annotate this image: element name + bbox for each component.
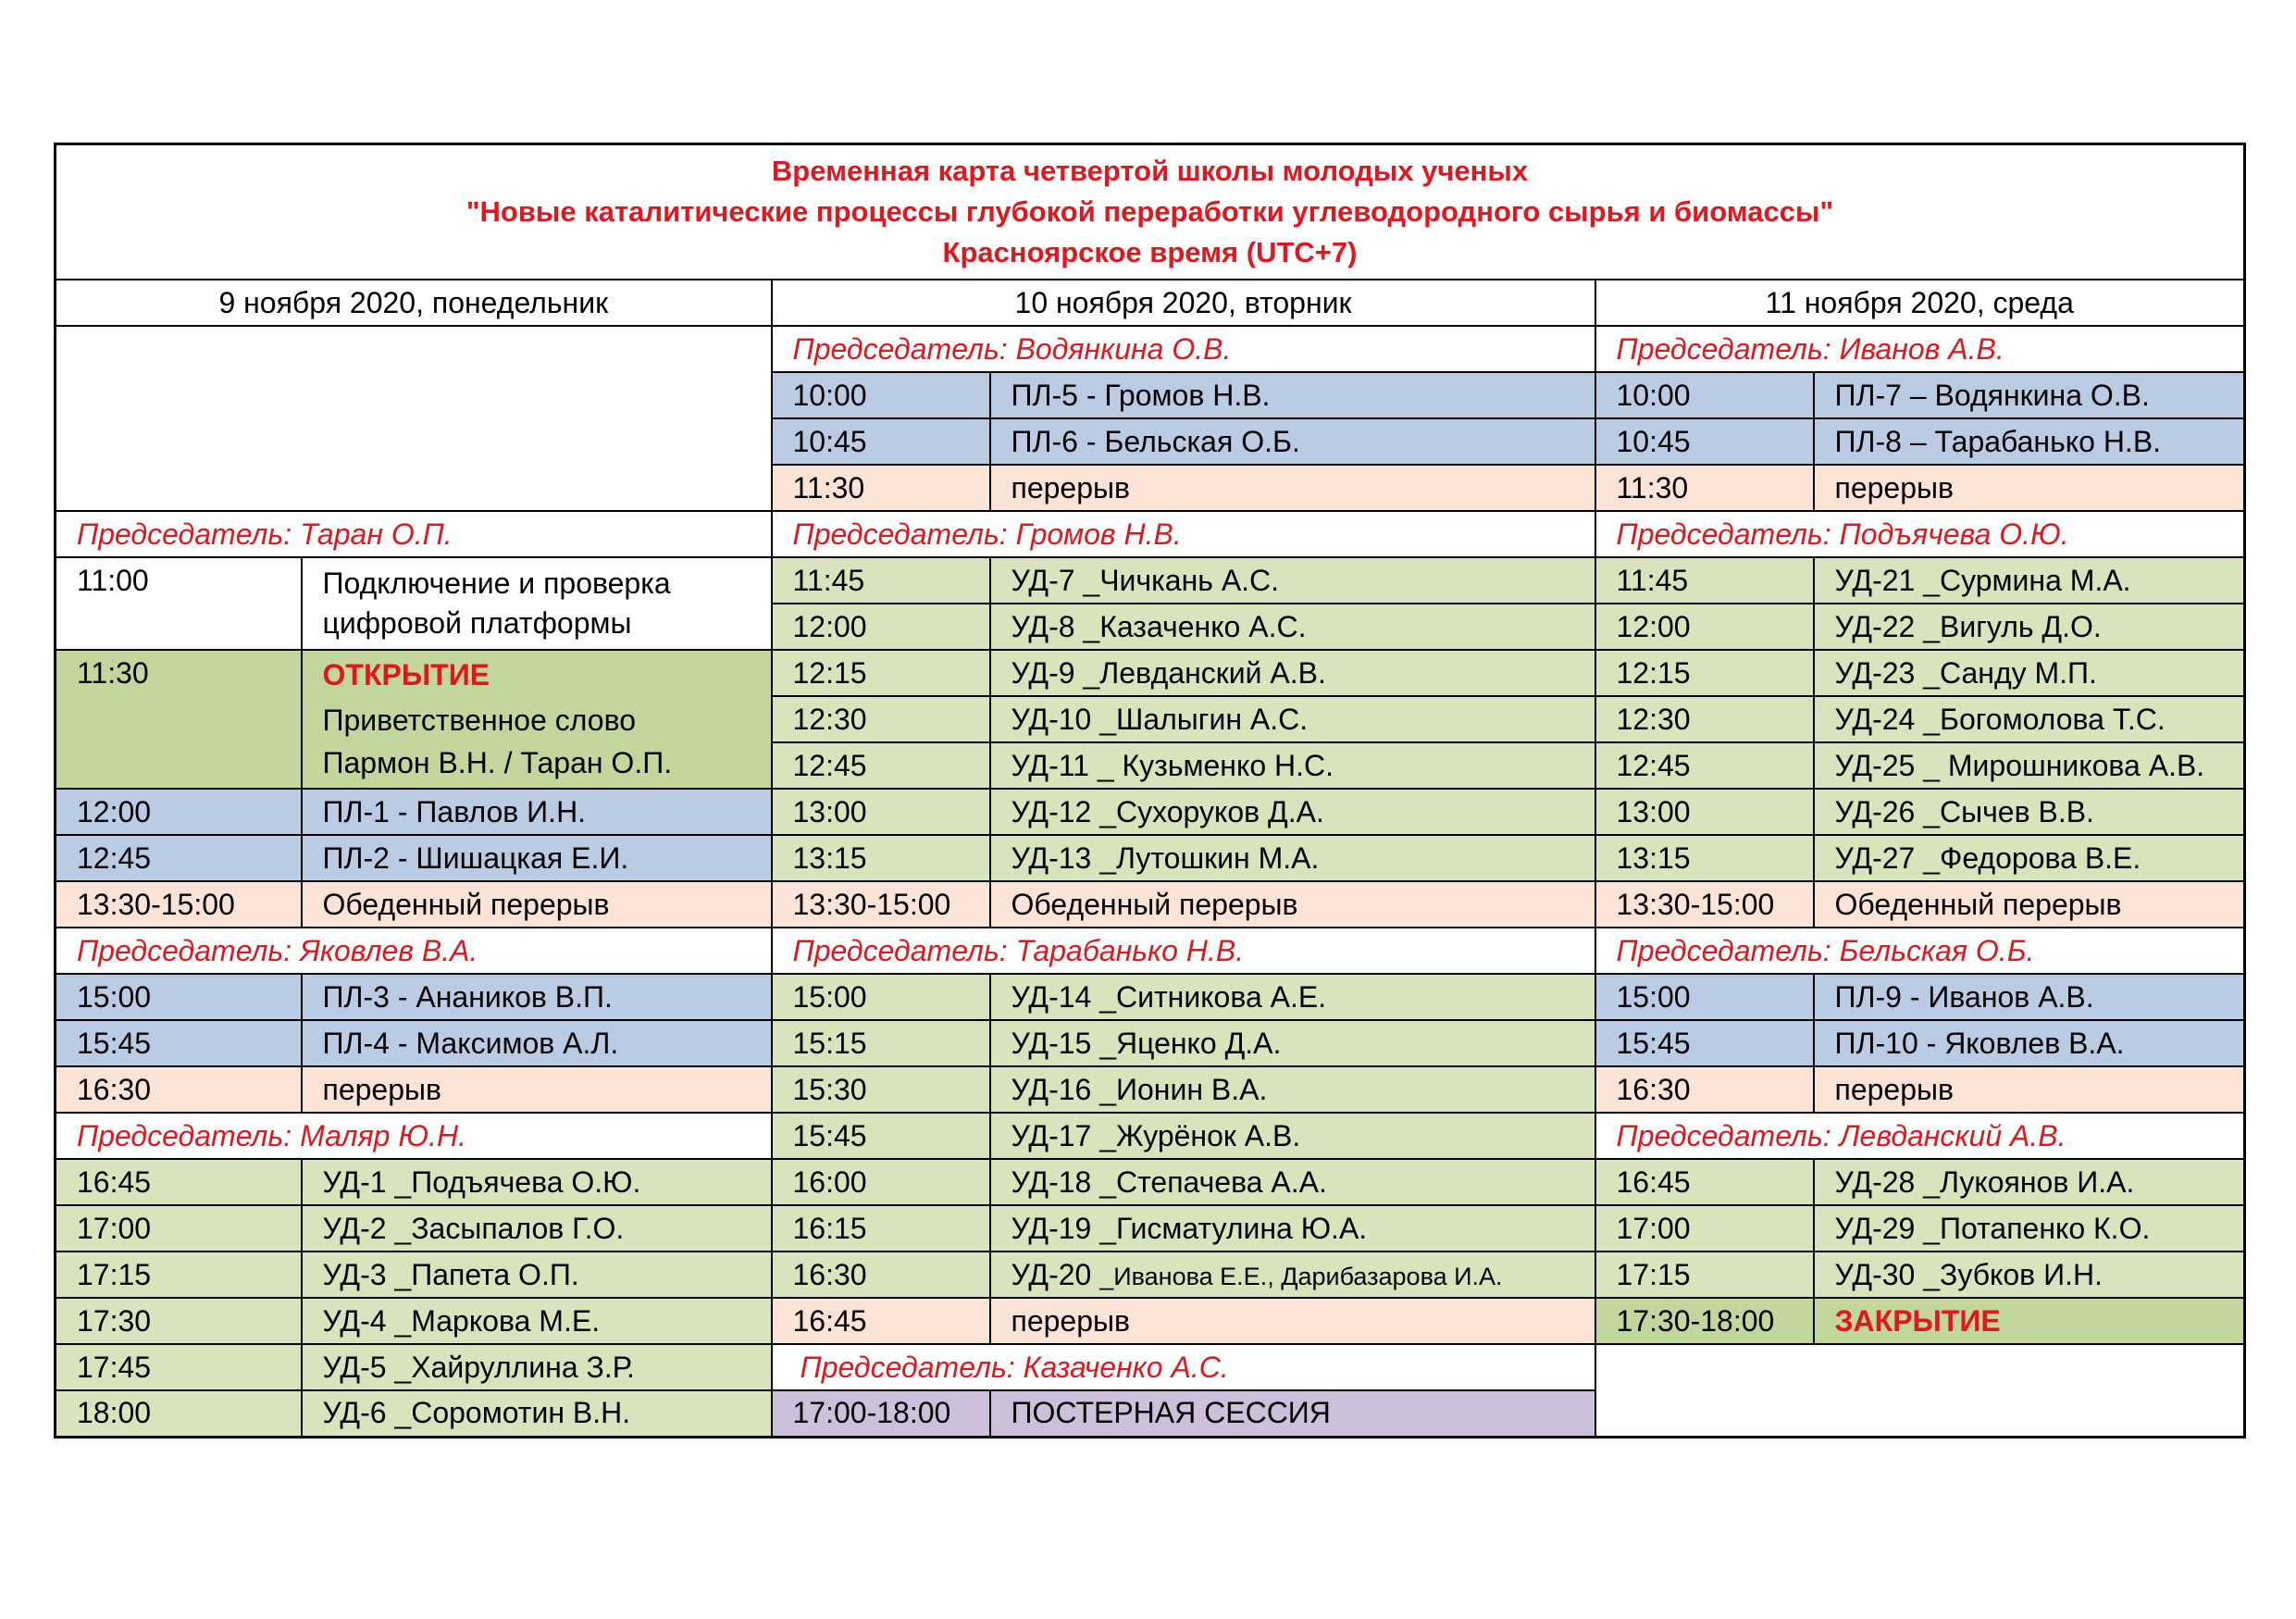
schedule-table — [54, 143, 2246, 1438]
wed-talk-6: УД-23 _Санду М.П. — [1814, 650, 2245, 696]
mon-time-12: 17:30 — [56, 1298, 302, 1344]
title-row — [56, 144, 2245, 280]
tue-talk-14: УД-16 _Ионин В.А. — [990, 1066, 1595, 1113]
wed-time-2: 10:45 — [1595, 418, 1814, 465]
wed-talk-4: УД-21 _Сурмина М.А. — [1814, 557, 2245, 604]
tue-talk-9: УД-12 _Сухоруков Д.А. — [990, 789, 1595, 835]
mon-talk-10: УД-2 _Засыпалов Г.О. — [302, 1205, 772, 1252]
tue-time-9: 13:00 — [772, 789, 990, 835]
wed-talk-16: УД-29 _Потапенко К.О. — [1814, 1205, 2245, 1252]
mon-connection-line-2: цифровой платформы — [322, 606, 632, 640]
mon-talk-13: УД-5 _Хайруллина З.Р. — [302, 1344, 772, 1390]
tue-chair-3: Председатель: Тарабанько Н.В. — [772, 928, 1595, 974]
wed-talk-12: ПЛ-9 - Иванов А.В. — [1814, 974, 2245, 1020]
mon-empty-morning — [56, 326, 772, 511]
wed-time-4: 11:45 — [1595, 557, 1814, 604]
tue-time-11: 13:30-15:00 — [772, 881, 990, 928]
tue-time-3: 11:30 — [772, 465, 990, 511]
mon-talk-9: УД-1 _Подъячева О.Ю. — [302, 1159, 772, 1205]
mon-talk-7: ПЛ-4 - Максимов А.Л. — [302, 1020, 772, 1066]
mon-opening-speakers: Пармон В.Н. / Таран О.П. — [322, 746, 673, 780]
wed-time-8: 12:45 — [1595, 742, 1814, 789]
tue-lunch: Обеденный перерыв — [990, 881, 1595, 928]
tue-talk-18-code: УД-20 — [1011, 1257, 1100, 1291]
tue-talk-12: УД-14 _Ситникова А.Е. — [990, 974, 1595, 1020]
tue-time-2: 10:45 — [772, 418, 990, 465]
tue-talk-8: УД-11 _ Кузьменко Н.С. — [990, 742, 1595, 789]
mon-time-10: 17:00 — [56, 1205, 302, 1252]
wed-time-6: 12:15 — [1595, 650, 1814, 696]
tue-talk-13: УД-15 _Яценко Д.А. — [990, 1020, 1595, 1066]
mon-time-14: 18:00 — [56, 1390, 302, 1437]
wed-time-7: 12:30 — [1595, 696, 1814, 742]
wed-time-3: 11:30 — [1595, 465, 1814, 511]
wed-chair-1: Председатель: Иванов А.В. — [1595, 326, 2245, 372]
mon-chair-3: Председатель: Маляр Ю.Н. — [56, 1113, 772, 1159]
mon-time-9: 16:45 — [56, 1159, 302, 1205]
mon-lunch: Обеденный перерыв — [302, 881, 772, 928]
wed-talk-8: УД-25 _ Мирошникова А.В. — [1814, 742, 2245, 789]
wed-chair-4: Председатель: Левданский А.В. — [1595, 1113, 2245, 1159]
mon-connection-check — [302, 557, 772, 650]
tue-chair-1: Председатель: Водянкина О.В. — [772, 326, 1595, 372]
mon-talk-14: УД-6 _Соромотин В.Н. — [302, 1390, 772, 1437]
wed-talk-2: ПЛ-8 – Тарабанько Н.В. — [1814, 418, 2245, 465]
tue-time-4: 11:45 — [772, 557, 990, 604]
mon-talk-4: ПЛ-2 - Шишацкая Е.И. — [302, 835, 772, 881]
wed-talk-13: ПЛ-10 - Яковлев В.А. — [1814, 1020, 2245, 1066]
wed-time-14: 16:30 — [1595, 1066, 1814, 1113]
tue-talk-16: УД-18 _Степачева А.А. — [990, 1159, 1595, 1205]
tue-talk-7: УД-10 _Шалыгин А.С. — [990, 696, 1595, 742]
mon-chair-2: Председатель: Яковлев В.А. — [56, 928, 772, 974]
mon-time-5: 13:30-15:00 — [56, 881, 302, 928]
wed-time-17: 17:15 — [1595, 1252, 1814, 1298]
wed-time-9: 13:00 — [1595, 789, 1814, 835]
tue-time-18: 16:30 — [772, 1252, 990, 1298]
tue-time-13: 15:15 — [772, 1020, 990, 1066]
mon-break: перерыв — [302, 1066, 772, 1113]
tue-time-16: 16:00 — [772, 1159, 990, 1205]
tue-chair-2: Председатель: Громов Н.В. — [772, 511, 1595, 557]
day-header-tue: 10 ноября 2020, вторник — [772, 280, 1595, 326]
tue-time-8: 12:45 — [772, 742, 990, 789]
wed-empty-end — [1595, 1344, 2245, 1437]
wed-break-2: перерыв — [1814, 1066, 2245, 1113]
tue-talk-4: УД-7 _Чичкань А.С. — [990, 557, 1595, 604]
mon-time-7: 15:45 — [56, 1020, 302, 1066]
mon-connection-line-1: Подключение и проверка — [322, 567, 671, 601]
mon-opening-title: ОТКРЫТИЕ — [322, 657, 490, 691]
tue-time-15: 15:45 — [772, 1113, 990, 1159]
wed-talk-15: УД-28 _Лукоянов И.А. — [1814, 1159, 2245, 1205]
wed-talk-7: УД-24 _Богомолова Т.С. — [1814, 696, 2245, 742]
wed-time-1: 10:00 — [1595, 372, 1814, 418]
mon-time-13: 17:45 — [56, 1344, 302, 1390]
tue-talk-18-speakers: _Иванова Е.Е., Дарибазарова И.А. — [1099, 1262, 1503, 1290]
mon-talk-11: УД-3 _Папета О.П. — [302, 1252, 772, 1298]
mon-time-4: 12:45 — [56, 835, 302, 881]
tue-talk-17: УД-19 _Гисматулина Ю.А. — [990, 1205, 1595, 1252]
mon-time-11: 17:15 — [56, 1252, 302, 1298]
wed-time-18: 17:30-18:00 — [1595, 1298, 1814, 1344]
mon-time-1: 11:00 — [56, 557, 302, 650]
mon-chair-1: Председатель: Таран О.П. — [56, 511, 772, 557]
tue-break-1: перерыв — [990, 465, 1595, 511]
mon-time-6: 15:00 — [56, 974, 302, 1020]
tue-chair-4: Председатель: Казаченко А.С. — [772, 1344, 1595, 1390]
wed-talk-17: УД-30 _Зубков И.Н. — [1814, 1252, 2245, 1298]
wed-time-12: 15:00 — [1595, 974, 1814, 1020]
mon-talk-12: УД-4 _Маркова М.Е. — [302, 1298, 772, 1344]
tue-time-17: 16:15 — [772, 1205, 990, 1252]
wed-talk-9: УД-26 _Сычев В.В. — [1814, 789, 2245, 835]
schedule-title — [56, 144, 2245, 280]
mon-time-3: 12:00 — [56, 789, 302, 835]
day-header-row — [56, 280, 2245, 326]
wed-time-13: 15:45 — [1595, 1020, 1814, 1066]
wed-time-15: 16:45 — [1595, 1159, 1814, 1205]
mon-opening-welcome: Приветственное слово — [322, 703, 637, 737]
tue-time-12: 15:00 — [772, 974, 990, 1020]
wed-talk-10: УД-27 _Федорова В.Е. — [1814, 835, 2245, 881]
tue-talk-15: УД-17 _Журёнок А.В. — [990, 1113, 1595, 1159]
day-header-wed: 11 ноября 2020, среда — [1595, 280, 2245, 326]
wed-talk-1: ПЛ-7 – Водянкина О.В. — [1814, 372, 2245, 418]
mon-time-2: 11:30 — [56, 650, 302, 789]
title-line-2: "Новые каталитические процессы глубокой переработки углеводородного сырья и биомассы" — [465, 195, 1834, 228]
title-line-3: Красноярское время (UTC+7) — [942, 236, 1358, 268]
mon-talk-3: ПЛ-1 - Павлов И.Н. — [302, 789, 772, 835]
tue-talk-10: УД-13 _Лутошкин М.А. — [990, 835, 1595, 881]
wed-time-5: 12:00 — [1595, 604, 1814, 650]
wed-chair-3: Председатель: Бельская О.Б. — [1595, 928, 2245, 974]
wed-talk-5: УД-22 _Вигуль Д.О. — [1814, 604, 2245, 650]
mon-talk-6: ПЛ-3 - Анаников В.П. — [302, 974, 772, 1020]
tue-time-19: 16:45 — [772, 1298, 990, 1344]
title-line-1: Временная карта четвертой школы молодых ученых — [771, 155, 1529, 187]
tue-time-14: 15:30 — [772, 1066, 990, 1113]
tue-break-2: перерыв — [990, 1298, 1595, 1344]
wed-break-1: перерыв — [1814, 465, 2245, 511]
tue-time-7: 12:30 — [772, 696, 990, 742]
tue-time-6: 12:15 — [772, 650, 990, 696]
tue-talk-6: УД-9 _Левданский А.В. — [990, 650, 1595, 696]
wed-time-16: 17:00 — [1595, 1205, 1814, 1252]
tue-time-20: 17:00-18:00 — [772, 1390, 990, 1437]
tue-time-10: 13:15 — [772, 835, 990, 881]
wed-time-11: 13:30-15:00 — [1595, 881, 1814, 928]
wed-closing: ЗАКРЫТИЕ — [1814, 1298, 2245, 1344]
wed-chair-2: Председатель: Подъячева О.Ю. — [1595, 511, 2245, 557]
tue-talk-1: ПЛ-5 - Громов Н.В. — [990, 372, 1595, 418]
tue-time-1: 10:00 — [772, 372, 990, 418]
tue-time-5: 12:00 — [772, 604, 990, 650]
day-header-mon: 9 ноября 2020, понедельник — [56, 280, 772, 326]
tue-talk-5: УД-8 _Казаченко А.С. — [990, 604, 1595, 650]
wed-lunch: Обеденный перерыв — [1814, 881, 2245, 928]
tue-talk-2: ПЛ-6 - Бельская О.Б. — [990, 418, 1595, 465]
tue-talk-18 — [990, 1252, 1595, 1298]
tue-poster-session: ПОСТЕРНАЯ СЕССИЯ — [990, 1390, 1595, 1437]
wed-time-10: 13:15 — [1595, 835, 1814, 881]
mon-time-8: 16:30 — [56, 1066, 302, 1113]
mon-opening-block — [302, 650, 772, 789]
